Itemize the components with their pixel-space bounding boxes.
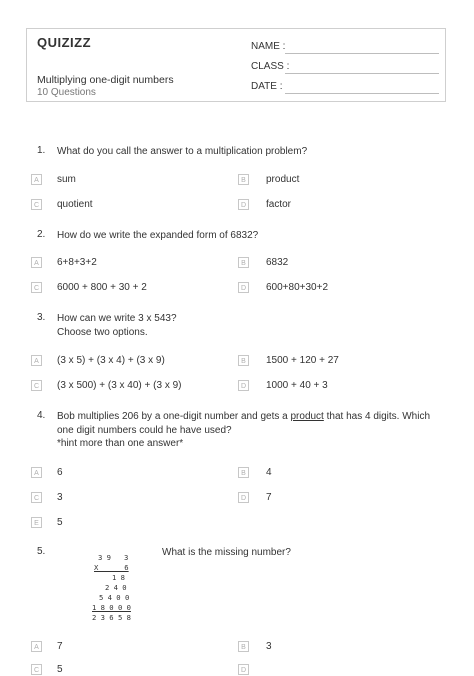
question-2-number: 2. (37, 229, 46, 240)
quizizz-logo: QUIZIZZ (37, 35, 92, 50)
question-4-option-a-box[interactable]: A (31, 467, 42, 478)
question-4-line-3: *hint more than one answer* (57, 438, 184, 449)
work-line-2: X 6 (94, 563, 129, 572)
question-3-line-2: Choose two options. (57, 326, 148, 338)
worksheet-title: Multiplying one-digit numbers (37, 74, 174, 86)
question-5-option-a[interactable]: 7 (57, 641, 63, 652)
question-2-option-b-box[interactable]: B (238, 257, 249, 268)
name-line (285, 53, 439, 54)
question-5-text: What is the missing number? (162, 547, 291, 558)
date-field[interactable] (251, 81, 282, 92)
question-4-option-e[interactable]: 5 (57, 517, 63, 528)
question-3-option-d[interactable]: 1000 + 40 + 3 (266, 380, 328, 391)
question-1-number: 1. (37, 145, 46, 156)
name-label: NAME : (251, 41, 286, 52)
question-3-line-1: How can we write 3 x 543? (57, 313, 177, 324)
work-line-3: 1 8 (112, 573, 125, 582)
question-5-option-c[interactable]: 5 (57, 664, 63, 675)
question-2-option-c-box[interactable]: C (31, 282, 42, 293)
question-4-text (57, 410, 437, 451)
question-4-number: 4. (37, 410, 46, 421)
question-1-option-b[interactable]: product (266, 174, 300, 185)
question-4-line-1 (57, 410, 437, 424)
question-4-line-2: one digit numbers could he have used? (57, 424, 232, 436)
name-field[interactable] (251, 41, 285, 52)
date-label: DATE : (251, 81, 283, 92)
question-4-option-c[interactable]: 3 (57, 492, 63, 503)
class-line (285, 73, 439, 74)
question-2-option-a-box[interactable]: A (31, 257, 42, 268)
question-2-option-d[interactable]: 600+80+30+2 (266, 282, 329, 293)
question-3-number: 3. (37, 312, 46, 323)
question-3-option-a[interactable]: (3 x 5) + (3 x 4) + (3 x 9) (57, 355, 165, 366)
work-line-7: 2 3 6 5 8 (92, 613, 131, 622)
work-line-1: 3 9 3 (98, 553, 129, 562)
work-line-6: 1 8 0 0 0 (92, 603, 131, 612)
question-count: 10 Questions (37, 87, 96, 98)
question-4-text-post: that has 4 digits. Which (323, 411, 431, 422)
worksheet-header (26, 28, 446, 102)
question-2-option-b[interactable]: 6832 (266, 257, 289, 268)
question-3-option-c-box[interactable]: C (31, 380, 42, 391)
question-1-option-a[interactable]: sum (57, 174, 76, 185)
question-2-option-a[interactable]: 6+8+3+2 (57, 257, 97, 268)
question-1-option-c-box[interactable]: C (31, 199, 42, 210)
date-line (285, 93, 439, 94)
work-line-4: 2 4 0 (105, 583, 127, 592)
class-field[interactable] (251, 61, 289, 72)
question-1-option-a-box[interactable]: A (31, 174, 42, 185)
question-5-option-d-box[interactable]: D (238, 664, 249, 675)
question-3-option-a-box[interactable]: A (31, 355, 42, 366)
question-5-option-b-box[interactable]: B (238, 641, 249, 652)
question-5-option-c-box[interactable]: C (31, 664, 42, 675)
question-3-text (57, 312, 437, 339)
work-line-5: 5 4 0 0 (99, 593, 130, 602)
question-2-option-c[interactable]: 6000 + 800 + 30 + 2 (57, 282, 147, 293)
question-4-option-b-box[interactable]: B (238, 467, 249, 478)
question-5-option-a-box[interactable]: A (31, 641, 42, 652)
question-4-option-c-box[interactable]: C (31, 492, 42, 503)
question-1-option-c[interactable]: quotient (57, 199, 93, 210)
question-4-option-d[interactable]: 7 (266, 492, 272, 503)
question-4-option-a[interactable]: 6 (57, 467, 63, 478)
multiplication-work (90, 553, 130, 623)
question-3-option-b[interactable]: 1500 + 120 + 27 (266, 355, 339, 366)
class-label: CLASS : (251, 61, 290, 72)
question-3-option-c[interactable]: (3 x 500) + (3 x 40) + (3 x 9) (57, 380, 182, 391)
question-4-option-e-box[interactable]: E (31, 517, 42, 528)
question-5-number: 5. (37, 546, 46, 557)
question-2-option-d-box[interactable]: D (238, 282, 249, 293)
question-4-option-d-box[interactable]: D (238, 492, 249, 503)
question-4-text-pre: Bob multiplies 206 by a one-digit number and gets a (57, 411, 291, 422)
question-3-option-b-box[interactable]: B (238, 355, 249, 366)
question-1-option-d-box[interactable]: D (238, 199, 249, 210)
question-1-text: What do you call the answer to a multiplication problem? (57, 146, 308, 157)
question-3-option-d-box[interactable]: D (238, 380, 249, 391)
question-2-text: How do we write the expanded form of 6832? (57, 230, 259, 241)
product-link[interactable]: product (290, 411, 324, 422)
question-1-option-b-box[interactable]: B (238, 174, 249, 185)
question-1-option-d[interactable]: factor (266, 199, 292, 210)
question-4-option-b[interactable]: 4 (266, 467, 272, 478)
question-5-option-b[interactable]: 3 (266, 641, 272, 652)
